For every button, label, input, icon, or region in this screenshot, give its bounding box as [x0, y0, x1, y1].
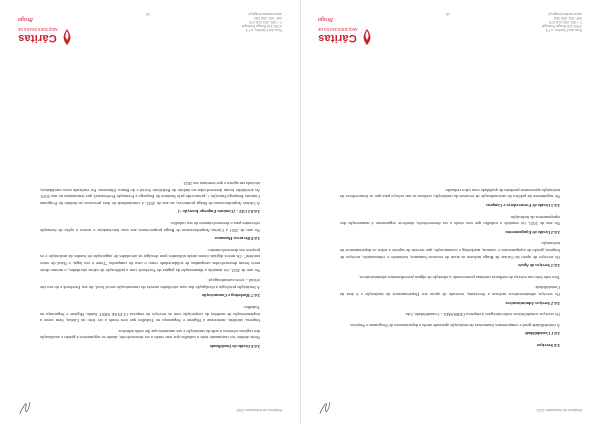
- paragraph: Neste âmbito foi continuado todo o trabalho que tem vindo a ser desenvolvido, dando-se seguimento à gestão e atualização dos registos relativos à sede da instituição e aos armazéns que lhe estão adstritos.: [40, 328, 260, 341]
- section-heading: 3.6.4 Gestão de Equipamentos: [505, 229, 560, 235]
- section-heading: 3.6.7 Marketing e Comunicação: [201, 293, 260, 299]
- section-heading: 3.6.3 Serviços de Apoio: [518, 263, 560, 269]
- right-page-content: [40, 60, 260, 354]
- page-divider: [300, 0, 301, 424]
- caritas-logo: [318, 10, 374, 48]
- right-doc-title: Relatório de Atividades 2021: [236, 408, 282, 412]
- right-page-number: 19: [146, 12, 150, 16]
- paragraph: No ano de 2021 a Cáritas Arquidiocesana de Braga proporcionou aos seus funcionários o acesso a ações de formação relevantes para o desenvolvimento do seu trabalho.: [40, 221, 260, 233]
- caritas-logo: [18, 10, 74, 48]
- section-heading: 3.6.8.1 CEI – (Contrato Emprego Inserção +): [177, 209, 260, 215]
- logo-place: Braga: [18, 16, 33, 22]
- paragraph: A Instituição privilegia a divulgação das suas atividades através da comunicação social local, do seu Facebook e do seu site oficial – www.caritasbraga.pt.: [40, 278, 260, 290]
- paragraph: No ano de 2021, foi mantida a dinamização da página do Facebook com a publicação de várias atividades, o mesmo deste meio foram desenvolvidas campanhas de solidariedade como o caso da campanha "Tome o seu lugar, o Natal do outro também". Os meios digitais foram ainda utilizados para divulgar as atividades de angariação de fundos da instituição e os projetos em desenvolvimento.: [40, 247, 260, 273]
- logo-name: Cáritas: [318, 32, 357, 44]
- logo-place: Braga: [318, 16, 333, 22]
- section-heading: 3.6 Serviços: [536, 343, 560, 348]
- section-heading: 3.6.1 Contabilidade: [524, 331, 560, 337]
- left-doc-title: Relatório de Atividades 2021: [536, 408, 582, 412]
- paragraph: A contabilidade geral e componentes financeiras da instituição apoiando ainda o departamento de Programas e Projetos.: [349, 322, 560, 328]
- left-page-number: 18: [446, 12, 450, 16]
- paragraph: No ano de 2021, foi mantido o trabalho que tem vindo a ser desenvolvido, dando-se seguimento à manutenção dos equipamentos da instituição.: [340, 214, 560, 227]
- left-page-content: [340, 60, 560, 354]
- paragraph: Importa, também, mencionar a Higiene e Segurança no Trabalho que tem vindo a ser feito na Cáritas, bem como a implementação de medidas de cooperação com os serviços da empresa CLINAE SHST Saúde, Higiene e Segurança no Trabalho.: [40, 305, 260, 324]
- paragraph: Os serviços administrativos incluem a Secretaria, servindo de apoio aos Departamentos da instituição e à área da Contabilidade.: [340, 285, 560, 298]
- section-heading: 3.6.5 Gestão de Fornecedores e Compras: [485, 203, 560, 209]
- paragraph: Os serviços de apoio da Cáritas de Braga incluem as áreas de recursos humanos, incluindo o voluntariado, serviços de limpeza, gestão de equipamentos e viaturas, marketing e comunicação, que servem de suporte a todos os departamentos da instituição.: [340, 241, 560, 260]
- right-address: Rua dos Falcões, n.º 3 4700-310 Braga Portugal T. +351 253 218 275 NIF: 501 458 384 www.caritas-braga.pt: [241, 12, 282, 32]
- logo-name: Cáritas: [18, 32, 57, 44]
- signature-mark: [318, 400, 332, 416]
- section-heading: 3.6.8 Recursos Humanos: [214, 236, 260, 242]
- paragraph: Tem sido feito um esforço de melhoria contínua promovendo a alteração de alguns procedimentos administrativos.: [358, 274, 560, 280]
- section-heading: 3.6.6 Gestão do Imobilizado: [209, 344, 260, 349]
- left-address: Rua dos Falcões, n.º 3 4700-310 Braga Portugal T. +351 253 218 275 NIF: 501 458 384 www.caritas-braga.pt: [541, 12, 582, 32]
- paragraph: No seguimento da política de racionalização de recursos da instituição, realizou-se um esforço para que os fornecedores da instituição apresentem produtos de qualidade com valor reduzido.: [340, 187, 560, 200]
- left-page: [300, 0, 600, 424]
- paragraph: Os serviços contabilísticos estão entregues à empresa CEBRAMA – Contabilidade, Lda.: [404, 312, 560, 318]
- paragraph: A Cáritas Arquidiocesana de Braga promoveu, no ano de 2021, a continuidade de dois processos no âmbito do Programa Contrato Emprego-Inserção +, promovido pelo Instituto de Emprego e Formação Profissional, que terminaram no ano 2019. As atividades foram desenvolvidas no âmbito do Refeitório Social e do Banco Alimentar. Foi realizada nova candidatura, iniciada em agosto e que terminou em 2021.: [40, 181, 260, 206]
- logo-sub: ARQUIDIOCESANA DE: [318, 27, 358, 31]
- signature-mark: [18, 400, 32, 416]
- logo-sub: ARQUIDIOCESANA DE: [18, 27, 58, 31]
- section-heading: 3.6.2 Serviços Administrativos: [505, 300, 560, 306]
